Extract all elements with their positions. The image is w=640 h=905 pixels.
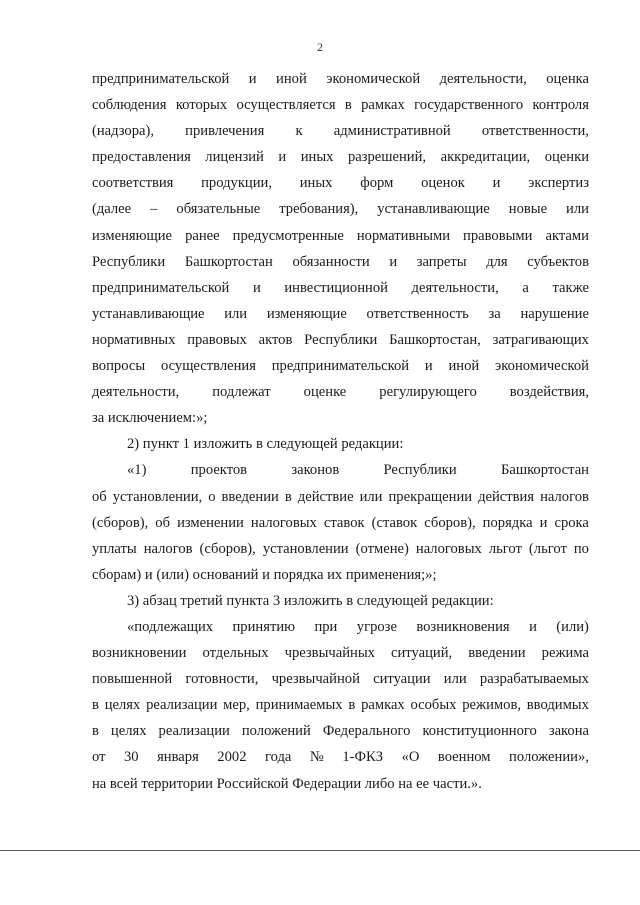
- word: режимов,: [462, 697, 521, 714]
- word: в: [92, 723, 99, 740]
- text-line: сборам) и (или) оснований и порядка их применения;»;: [92, 566, 437, 583]
- word: оценка: [546, 71, 589, 87]
- word: законов: [291, 462, 340, 479]
- word: ранее: [185, 227, 220, 244]
- word: иной: [276, 71, 307, 87]
- word: вводимых: [526, 697, 589, 714]
- word: обязанности: [292, 253, 370, 270]
- text-line: [92, 92, 589, 118]
- word: и: [278, 149, 287, 166]
- word: оценки: [544, 149, 589, 166]
- word: реализации: [146, 697, 218, 714]
- word: а: [522, 279, 529, 296]
- word: введении: [221, 488, 279, 505]
- word: и: [389, 253, 398, 270]
- word: проектов: [190, 462, 248, 479]
- word: чрезвычайной: [271, 671, 360, 688]
- text-line: [92, 692, 589, 718]
- word: Республики: [383, 462, 457, 479]
- word: правовых: [187, 331, 247, 348]
- word: года: [264, 749, 292, 766]
- text-line: [92, 536, 589, 562]
- word: налоговых: [415, 540, 482, 557]
- word: актами: [545, 227, 589, 244]
- word: регулирующего: [379, 384, 477, 401]
- word: конституционного: [422, 723, 537, 740]
- word: уплаты: [92, 540, 137, 557]
- word: также: [552, 279, 589, 296]
- word: льгот: [488, 540, 522, 557]
- word: изменении: [177, 514, 244, 531]
- word: налогов: [540, 488, 589, 505]
- word: государственного: [414, 97, 524, 114]
- word: правовыми: [463, 227, 533, 244]
- word: осуществляется: [236, 97, 336, 114]
- word: «подлежащих: [127, 618, 214, 635]
- word: прекращении: [388, 488, 473, 505]
- word: соответствия: [92, 175, 174, 192]
- text-line: [92, 170, 589, 196]
- word: предусмотренные: [232, 227, 344, 244]
- word: января: [157, 749, 199, 766]
- word: (далее: [92, 201, 132, 218]
- text-line: [92, 275, 589, 301]
- word: налоговых: [250, 514, 317, 531]
- bottom-divider: [0, 850, 640, 851]
- word: и: [492, 175, 501, 192]
- text-line: 3) абзац третий пункта 3 изложить в следующей редакции:: [127, 592, 494, 609]
- word: обязательные: [176, 201, 261, 218]
- text-line: [92, 66, 589, 92]
- word: нормативных: [92, 331, 176, 348]
- word: принимаемых: [255, 697, 343, 714]
- text-line: [92, 223, 589, 249]
- word: запреты: [416, 253, 467, 270]
- word: для: [486, 253, 508, 270]
- word: и: [248, 71, 257, 87]
- word: деятельности,: [439, 71, 527, 87]
- word: установлении: [262, 540, 349, 557]
- word: аккредитации,: [440, 149, 531, 166]
- text-line: [92, 144, 589, 170]
- word: установлении,: [112, 488, 203, 505]
- word: от: [92, 749, 106, 766]
- word: возникновения: [416, 618, 510, 635]
- word: угрозе: [356, 618, 397, 635]
- word: нарушение: [520, 305, 589, 322]
- text-line: [92, 457, 589, 483]
- word: Башкортостан,: [389, 331, 481, 348]
- word: к: [295, 123, 303, 140]
- word: контроля: [532, 97, 589, 114]
- word: положении»,: [509, 749, 589, 766]
- word: рамках: [361, 97, 405, 114]
- word: готовности,: [185, 671, 259, 688]
- word: иных: [299, 175, 333, 192]
- word: или: [443, 671, 467, 688]
- word: новые: [508, 201, 548, 218]
- text-line: [92, 327, 589, 353]
- word: сборов),: [424, 514, 476, 531]
- text-line: [92, 301, 589, 327]
- word: предпринимательской: [92, 71, 230, 87]
- text-line: [92, 484, 589, 510]
- word: вопросы: [92, 358, 146, 375]
- word: в: [348, 697, 356, 714]
- word: нормативными: [356, 227, 450, 244]
- text-line: [92, 249, 589, 275]
- word: форм: [360, 175, 394, 192]
- word: или: [566, 201, 589, 218]
- word: №: [309, 749, 324, 766]
- word: субъектов: [527, 253, 589, 270]
- word: инвестиционной: [284, 279, 388, 296]
- word: об: [92, 488, 107, 505]
- word: изменяющие: [92, 227, 173, 244]
- word: повышенной: [92, 671, 173, 688]
- word: ситуаций,: [391, 645, 453, 662]
- word: 30: [123, 749, 139, 766]
- word: (надзора),: [92, 123, 155, 140]
- word: или: [224, 305, 248, 322]
- word: оценок: [421, 175, 465, 192]
- text-line: [92, 718, 589, 744]
- text-line: на всей территории Российской Федерации либо на ее части.».: [92, 775, 482, 792]
- word: лицензий: [205, 149, 264, 166]
- word: реализации: [158, 723, 230, 740]
- word: (ставок: [371, 514, 418, 531]
- word: об: [155, 514, 171, 531]
- word: положений: [241, 723, 311, 740]
- word: режима: [541, 645, 589, 662]
- word: Башкортостан: [184, 253, 273, 270]
- text-line: [92, 353, 589, 379]
- word: целях: [110, 723, 147, 740]
- word: особых: [410, 697, 457, 714]
- word: 2002: [217, 749, 247, 766]
- word: при: [314, 618, 338, 635]
- page-number: 2: [317, 40, 323, 54]
- word: действия: [478, 488, 535, 505]
- word: по: [573, 540, 589, 557]
- word: Башкортостан: [500, 462, 589, 479]
- word: мер,: [223, 697, 250, 714]
- word: закона: [548, 723, 589, 740]
- text-line: [92, 196, 589, 222]
- word: и: [529, 618, 537, 635]
- word: возникновении: [92, 645, 187, 662]
- word: устанавливающие: [377, 201, 490, 218]
- word: разрабатываемых: [479, 671, 589, 688]
- word: деятельности,: [411, 279, 499, 296]
- word: подлежат: [212, 384, 271, 401]
- word: ответственности,: [481, 123, 589, 140]
- word: административной: [333, 123, 451, 140]
- word: срока: [554, 514, 589, 531]
- text-line: 2) пункт 1 изложить в следующей редакции:: [127, 436, 404, 453]
- word: действие: [297, 488, 354, 505]
- word: изменяющие: [266, 305, 347, 322]
- word: отдельных: [202, 645, 269, 662]
- word: и: [424, 358, 433, 375]
- text-line: [92, 666, 589, 692]
- word: военном: [437, 749, 491, 766]
- word: продукции,: [201, 175, 272, 192]
- word: ставок: [323, 514, 365, 531]
- word: порядка: [482, 514, 533, 531]
- word: введении: [468, 645, 526, 662]
- word: (сборов),: [92, 514, 149, 531]
- word: рамках: [361, 697, 405, 714]
- word: предоставления: [92, 149, 191, 166]
- word: (отмене): [355, 540, 409, 557]
- word: в: [344, 97, 352, 114]
- word: «О: [401, 749, 420, 766]
- word: устанавливающие: [92, 305, 205, 322]
- word: –: [150, 201, 158, 218]
- word: которых: [175, 97, 228, 114]
- word: экономической: [326, 71, 421, 87]
- word: и: [539, 514, 548, 531]
- word: 1-ФКЗ: [342, 749, 384, 766]
- word: за: [488, 305, 501, 322]
- text-line: [92, 640, 589, 666]
- word: принятию: [232, 618, 296, 635]
- word: и: [252, 279, 261, 296]
- word: оценке: [303, 384, 347, 401]
- word: разрешений,: [347, 149, 427, 166]
- word: ответственность: [366, 305, 469, 322]
- text-line: за исключением:»;: [92, 410, 208, 427]
- word: в: [92, 697, 99, 714]
- word: о: [208, 488, 216, 505]
- word: (льгот: [528, 540, 567, 557]
- word: Федерального: [322, 723, 411, 740]
- text-line: [92, 118, 589, 144]
- document-body: [92, 66, 589, 797]
- word: чрезвычайных: [284, 645, 375, 662]
- word: иных: [300, 149, 334, 166]
- word: осуществления: [160, 358, 256, 375]
- word: иной: [448, 358, 480, 375]
- word: Республики: [92, 253, 166, 270]
- word: экономической: [495, 358, 589, 375]
- text-line: [92, 744, 589, 770]
- text-line: [92, 614, 589, 640]
- word: привлечения: [185, 123, 265, 140]
- word: Республики: [304, 331, 378, 348]
- text-line: [92, 379, 589, 405]
- word: целях: [104, 697, 141, 714]
- text-line: [92, 510, 589, 536]
- word: воздействия,: [509, 384, 589, 401]
- word: актов: [258, 331, 293, 348]
- word: «1): [127, 462, 147, 479]
- word: в: [284, 488, 292, 505]
- word: предпринимательской: [271, 358, 410, 375]
- word: (сборов),: [199, 540, 256, 557]
- word: налогов: [143, 540, 193, 557]
- word: или: [359, 488, 383, 505]
- word: соблюдения: [92, 97, 167, 114]
- word: затрагивающих: [492, 331, 589, 348]
- word: предпринимательской: [92, 279, 230, 296]
- word: ситуации: [373, 671, 431, 688]
- word: (или): [556, 618, 589, 635]
- word: деятельности,: [92, 384, 180, 401]
- word: экспертиз: [528, 175, 589, 192]
- word: требования),: [279, 201, 359, 218]
